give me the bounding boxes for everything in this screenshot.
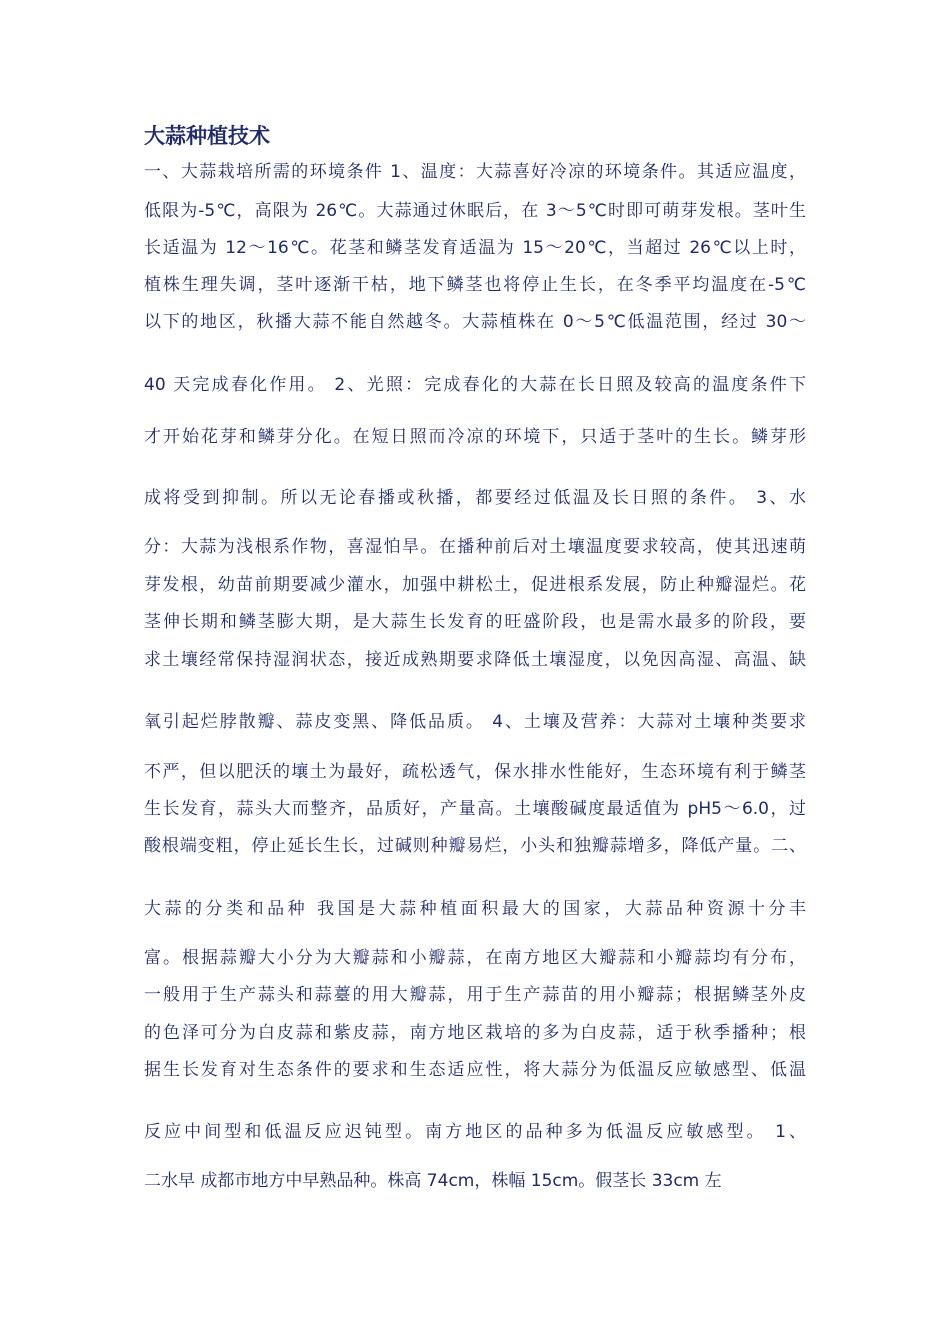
text-line-23: 二水早 成都市地方中早熟品种。株高 74cm，株幅 15cm。假茎长 33cm 左 bbox=[144, 1171, 722, 1191]
text-line-6: 40 天完成春化作用。 2、光照：完成春化的大蒜在长日照及较高的温度条件下 bbox=[144, 375, 806, 395]
text-line-17: 大蒜的分类和品种 我国是大蒜种植面积最大的国家，大蒜品种资源十分丰 bbox=[144, 899, 806, 919]
document-title: 大蒜种植技术 bbox=[144, 124, 270, 148]
text-line-9: 分：大蒜为浅根系作物，喜湿怕旱。在播种前后对土壤温度要求较高，使其迅速萌 bbox=[144, 537, 806, 557]
text-line-15: 生长发育，蒜头大而整齐，品质好，产量高。土壤酸碱度最适值为 pH5～6.0，过 bbox=[144, 799, 806, 819]
text-line-5: 以下的地区，秋播大蒜不能自然越冬。大蒜植株在 0～5℃低温范围，经过 30～ bbox=[144, 312, 806, 332]
text-line-1: 一、大蒜栽培所需的环境条件 1、温度：大蒜喜好冷凉的环境条件。其适应温度， bbox=[144, 162, 806, 182]
text-line-16: 酸根端变粗，停止延长生长，过碱则种瓣易烂，小头和独瓣蒜增多，降低产量。二、 bbox=[144, 836, 806, 856]
text-line-21: 据生长发育对生态条件的要求和生态适应性，将大蒜分为低温反应敏感型、低温 bbox=[144, 1060, 806, 1080]
text-line-4: 植株生理失调，茎叶逐渐干枯，地下鳞茎也将停止生长，在冬季平均温度在-5℃ bbox=[144, 275, 806, 295]
text-line-10: 芽发根，幼苗前期要减少灌水，加强中耕松土，促进根系发展，防止种瓣湿烂。花 bbox=[144, 575, 806, 595]
text-line-11: 茎伸长期和鳞茎膨大期，是大蒜生长发育的旺盛阶段，也是需水最多的阶段，要 bbox=[144, 612, 806, 632]
text-line-14: 不严，但以肥沃的壤土为最好，疏松透气，保水排水性能好，生态环境有利于鳞茎 bbox=[144, 762, 806, 782]
text-line-20: 的色泽可分为白皮蒜和紫皮蒜，南方地区栽培的多为白皮蒜，适于秋季播种；根 bbox=[144, 1023, 806, 1043]
text-line-12: 求土壤经常保持湿润状态，接近成熟期要求降低土壤湿度，以免因高湿、高温、缺 bbox=[144, 650, 806, 670]
text-line-18: 富。根据蒜瓣大小分为大瓣蒜和小瓣蒜，在南方地区大瓣蒜和小瓣蒜均有分布， bbox=[144, 948, 806, 968]
text-line-7: 才开始花芽和鳞芽分化。在短日照而冷凉的环境下，只适于茎叶的生长。鳞芽形 bbox=[144, 427, 806, 447]
text-line-13: 氧引起烂脖散瓣、蒜皮变黑、降低品质。 4、土壤及营养：大蒜对土壤种类要求 bbox=[144, 712, 806, 732]
text-line-19: 一般用于生产蒜头和蒜薹的用大瓣蒜，用于生产蒜苗的用小瓣蒜；根据鳞茎外皮 bbox=[144, 985, 806, 1005]
text-line-8: 成将受到抑制。所以无论春播或秋播，都要经过低温及长日照的条件。 3、水 bbox=[144, 488, 806, 508]
text-line-2: 低限为-5℃，高限为 26℃。大蒜通过休眠后，在 3～5℃时即可萌芽发根。茎叶生 bbox=[144, 201, 806, 221]
text-line-22: 反应中间型和低温反应迟钝型。南方地区的品种多为低温反应敏感型。 1、 bbox=[144, 1122, 806, 1142]
text-line-3: 长适温为 12～16℃。花茎和鳞茎发育适温为 15～20℃，当超过 26℃以上时， bbox=[144, 238, 806, 258]
